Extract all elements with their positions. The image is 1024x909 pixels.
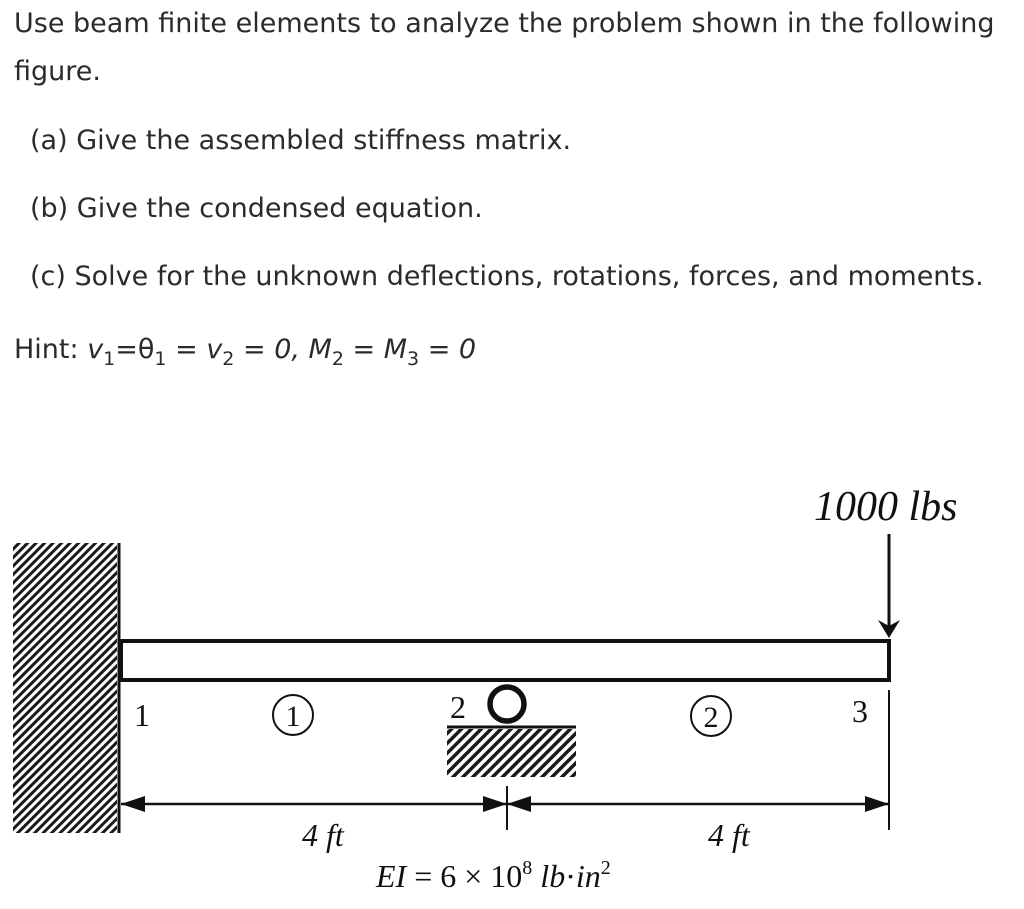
stiffness-unit-dot: ·: [565, 858, 576, 894]
span-2-label: 4 ft: [708, 817, 750, 853]
hint-eq-1: =: [115, 334, 138, 365]
hint-eq-3: =: [234, 334, 275, 365]
stiffness-ei: EI: [376, 858, 407, 894]
roller-ground-hatch: [447, 729, 576, 777]
hint-v1: v: [87, 334, 104, 365]
hint-zero-2: 0: [458, 334, 477, 365]
hint-prefix: Hint:: [14, 334, 88, 365]
element-2-label: 2: [703, 701, 719, 734]
hint-theta1-subscript: 1: [154, 348, 167, 370]
stiffness-exponent: 8: [522, 857, 533, 879]
stiffness-value: = 6 × 10: [406, 858, 523, 894]
dimension-arrow-span2-left-icon: [507, 796, 531, 812]
node-3-label: 3: [852, 693, 868, 729]
problem-intro-line-1: Use beam finite elements to analyze the problem shown in the following: [14, 8, 995, 39]
problem-intro-line-2: figure.: [14, 56, 101, 87]
node-1-label: 1: [134, 697, 150, 733]
dimension-arrow-right-icon: [865, 796, 889, 812]
hint-theta1: θ: [137, 334, 155, 365]
dimension-arrow-span1-right-icon: [483, 796, 507, 812]
part-a-text: (a) Give the assembled stiffness matrix.: [30, 125, 572, 156]
hint-zero-1: 0,: [274, 334, 309, 365]
stiffness-unit-lb: lb: [532, 858, 566, 894]
span-1-label: 4 ft: [302, 817, 344, 853]
part-b-text: (b) Give the condensed equation.: [30, 193, 483, 224]
hint-v2-subscript: 2: [222, 348, 235, 370]
hint-v1-subscript: 1: [103, 348, 116, 370]
stiffness-unit-in: in: [575, 858, 601, 894]
hint-eq-4: =: [343, 334, 384, 365]
hint-v2: v: [206, 334, 223, 365]
load-label: 1000 lbs: [814, 484, 958, 530]
stiffness-unit-exponent: 2: [600, 857, 611, 879]
hint-m2-subscript: 2: [331, 348, 344, 370]
hint-text: [14, 334, 476, 370]
part-c-text: (c) Solve for the unknown deflections, rotations, forces, and moments.: [30, 261, 984, 292]
hint-m3: M: [383, 334, 408, 365]
node-2-label: 2: [450, 689, 466, 725]
hint-m3-subscript: 3: [407, 348, 420, 370]
roller-support-icon: [490, 687, 524, 721]
hint-eq-5: =: [419, 334, 459, 365]
dimension-arrow-left-icon: [121, 796, 145, 812]
stiffness-label: [375, 857, 611, 894]
beam: [121, 641, 889, 680]
hint-m2: M: [308, 334, 332, 365]
element-1-label: 1: [285, 700, 301, 733]
fixed-wall-hatch: [13, 543, 117, 833]
hint-eq-2: =: [166, 334, 207, 365]
